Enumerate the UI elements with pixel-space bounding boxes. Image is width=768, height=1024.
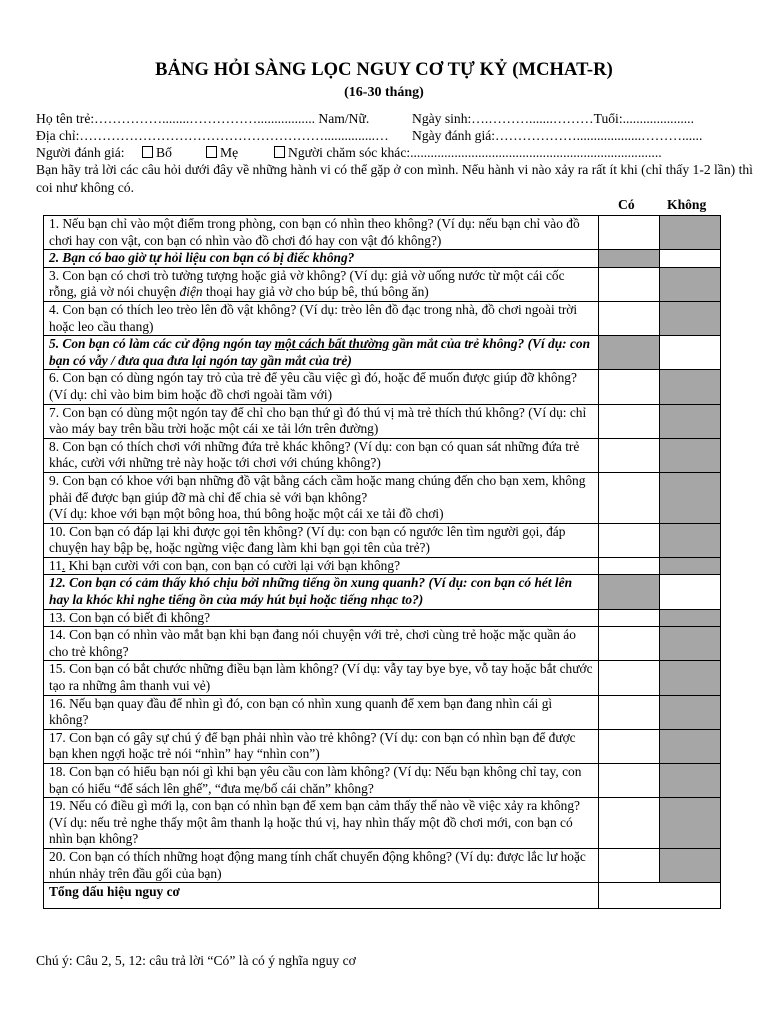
question-text — [44, 267, 599, 301]
question-text: 12. Con bạn có cảm thấy khó chịu bởi những tiếng ồn xung quanh? (Ví dụ: con bạn có hét lên hay la khóc khi nghe tiếng ồn của máy hút bụi hoặc tiếng nhạc to?) — [44, 575, 599, 609]
question-text — [44, 557, 599, 575]
question-row-15 — [44, 661, 721, 695]
answer-no-cell[interactable] — [660, 729, 721, 763]
question-row-18 — [44, 764, 721, 798]
answer-no-cell[interactable] — [660, 848, 721, 882]
column-no-header: Không — [667, 197, 707, 212]
question-text: 16. Nếu bạn quay đầu để nhìn gì đó, con bạn có nhìn xung quanh để xem bạn đang nhìn cái gì không? — [44, 695, 599, 729]
dob-field[interactable]: Ngày sinh:….……….......………Tuổi:..................... — [412, 111, 694, 126]
answer-no-cell[interactable] — [660, 267, 721, 301]
question-text-part: 3. Con bạn có chơi trò tưởng tượng hoặc giả vờ không? (Ví dụ: giả vờ uống nước từ một cái cốc rỗng, giả vờ nói chuyện — [49, 267, 565, 300]
question-text: 13. Con bạn có biết đi không? — [44, 609, 599, 627]
question-row-3 — [44, 267, 721, 301]
question-row-5 — [44, 336, 721, 370]
question-row-20 — [44, 848, 721, 882]
answer-no-cell[interactable] — [660, 557, 721, 575]
question-row-4 — [44, 301, 721, 335]
checkbox-caregiver-icon[interactable] — [274, 146, 285, 158]
answer-no-cell[interactable] — [660, 798, 721, 849]
question-row-17 — [44, 729, 721, 763]
answer-yes-cell[interactable] — [599, 609, 660, 627]
question-text: 6. Con bạn có dùng ngón tay trỏ của trẻ để yêu cầu việc gì đó, hoặc để muốn được giúp đỡ không? (Ví dụ: chỉ vào bim bim hoặc đồ chơi ngoài tầm với) — [44, 370, 599, 404]
answer-yes-cell[interactable] — [599, 216, 660, 250]
answer-no-cell[interactable] — [660, 661, 721, 695]
option-caregiver-label: Người chăm sóc khác:.......................................................................... — [288, 145, 662, 160]
question-text-part: (Ví dụ: khoe với bạn một bông hoa, thú bông hoặc một cái xe tải đồ chơi) — [49, 506, 444, 522]
eval-date-field[interactable]: Ngày đánh giá:………………...................………...... — [412, 128, 703, 143]
answer-yes-cell[interactable] — [599, 472, 660, 523]
answer-no-cell[interactable] — [660, 609, 721, 627]
answer-yes-cell[interactable] — [599, 301, 660, 335]
question-text-part: Khi bạn cười với con bạn, con bạn có cười lại với bạn không? — [65, 557, 401, 573]
answer-yes-cell[interactable] — [599, 848, 660, 882]
address-field[interactable]: Địa chỉ:………………………………………………...............… — [36, 128, 389, 143]
question-text-part: thoại hay giả vờ cho búp bê, thú bông ăn) — [202, 284, 429, 300]
question-text: 10. Con bạn có đáp lại khi được gọi tên không? (Ví dụ: con bạn có ngước lên tìm người gọi, đáp chuyện hay bập bẹ, hoặc ngừng việc đang làm khi bạn gọi tên của trẻ?) — [44, 523, 599, 557]
evaluator-label: Người đánh giá: — [36, 145, 125, 160]
answer-no-cell[interactable] — [660, 472, 721, 523]
question-row-8 — [44, 438, 721, 472]
question-text — [44, 336, 599, 370]
answer-no-cell[interactable] — [660, 250, 721, 268]
answer-no-cell[interactable] — [660, 301, 721, 335]
question-text-part: 5. Con bạn có làm các cử động ngón tay — [49, 336, 275, 352]
questions-table — [43, 215, 721, 909]
checkbox-mother-icon[interactable] — [206, 146, 217, 158]
answer-yes-cell[interactable] — [599, 729, 660, 763]
answer-no-cell[interactable] — [660, 523, 721, 557]
answer-yes-cell[interactable] — [599, 695, 660, 729]
instructions: Bạn hãy trả lời các câu hỏi dưới đây về những hành vi có thể gặp ở con mình. Nếu hành vi nào xảy ra rất ít khi (chỉ thấy 1-2 lần) thì coi như không có. — [36, 162, 753, 195]
question-row-9 — [44, 472, 721, 523]
question-row-7 — [44, 404, 721, 438]
question-text: 20. Con bạn có thích những hoạt động mang tính chất chuyển động không? (Ví dụ: được lắc lư hoặc nhún nhảy trên đầu gối của bạn) — [44, 848, 599, 882]
question-text: 7. Con bạn có dùng một ngón tay để chỉ cho bạn thứ gì đó thú vị mà trẻ thích thú không? (Ví dụ: chỉ vào máy bay trên bầu trời hoặc một cái xe tải lớn trên đường) — [44, 404, 599, 438]
question-text-underlined: . — [61, 557, 66, 573]
question-text-part: 9. Con bạn có khoe với bạn những đồ vật bằng cách cầm hoặc mang chúng đến cho bạn xem, không phải để được bạn giúp đỡ mà chỉ để chia sẻ với bạn không? — [49, 472, 586, 505]
total-label: Tổng dấu hiệu nguy cơ — [44, 883, 599, 909]
question-row-12 — [44, 575, 721, 609]
answer-no-cell[interactable] — [660, 404, 721, 438]
total-value-cell[interactable] — [599, 883, 721, 909]
answer-yes-cell[interactable] — [599, 557, 660, 575]
answer-yes-cell[interactable] — [599, 764, 660, 798]
option-caregiver[interactable] — [270, 144, 662, 161]
question-text: 14. Con bạn có nhìn vào mắt bạn khi bạn đang nói chuyện với trẻ, chơi cùng trẻ hoặc mặc quần áo cho trẻ không? — [44, 627, 599, 661]
answer-no-cell[interactable] — [660, 627, 721, 661]
answer-yes-cell[interactable] — [599, 267, 660, 301]
question-row-10 — [44, 523, 721, 557]
question-text-part: gần mắt của trẻ không? (Ví dụ: con bạn có vẫy / đưa qua đưa lại ngón tay gần mắt của trẻ) — [49, 336, 591, 368]
question-row-16 — [44, 695, 721, 729]
question-text: 8. Con bạn có thích chơi với những đứa trẻ khác không? (Ví dụ: con bạn có quan sát những đứa trẻ khác, cười với những trẻ này hoặc tới chơi với chúng không?) — [44, 438, 599, 472]
option-mother-label: Mẹ — [220, 145, 239, 160]
answer-yes-cell[interactable] — [599, 250, 660, 268]
question-text: 4. Con bạn có thích leo trèo lên đồ vật không? (Ví dụ: trèo lên đồ đạc trong nhà, đồ chơi ngoài trời hoặc leo cầu thang) — [44, 301, 599, 335]
answer-no-cell[interactable] — [660, 438, 721, 472]
answer-no-cell[interactable] — [660, 216, 721, 250]
question-text: 1. Nếu bạn chỉ vào một điểm trong phòng, con bạn có nhìn theo không? (Ví dụ: nếu bạn chỉ vào đồ chơi hay con vật, con bạn có nhìn vào đồ chơi đó hay con vật đó không?) — [44, 216, 599, 250]
answer-yes-cell[interactable] — [599, 438, 660, 472]
child-name-field[interactable]: Họ tên trẻ:……………........……………................. Nam/Nữ. — [36, 111, 370, 126]
form-subtitle: (16-30 tháng) — [344, 85, 424, 100]
answer-yes-cell[interactable] — [599, 575, 660, 609]
question-text — [44, 472, 599, 523]
question-text: 18. Con bạn có hiểu bạn nói gì khi bạn yêu cầu con làm không? (Ví dụ: Nếu bạn không chỉ tay, con bạn có hiểu “để sách lên ghế”, “đưa mẹ/bố cái chăn” không? — [44, 764, 599, 798]
option-mother[interactable] — [202, 144, 238, 161]
footnote: Chú ý: Câu 2, 5, 12: câu trả lời “Có” là có ý nghĩa nguy cơ — [36, 953, 356, 968]
answer-yes-cell[interactable] — [599, 523, 660, 557]
total-row — [44, 883, 721, 909]
answer-no-cell[interactable] — [660, 575, 721, 609]
form-title: BẢNG HỎI SÀNG LỌC NGUY CƠ TỰ KỶ (MCHAT-R) — [155, 60, 613, 80]
question-row-11 — [44, 557, 721, 575]
answer-no-cell[interactable] — [660, 695, 721, 729]
question-text-part: 11 — [49, 557, 62, 573]
answer-yes-cell[interactable] — [599, 370, 660, 404]
question-row-1 — [44, 216, 721, 250]
checkbox-father-icon[interactable] — [142, 146, 153, 158]
option-father[interactable] — [138, 144, 172, 161]
question-row-13 — [44, 609, 721, 627]
column-yes-header: Có — [618, 197, 635, 212]
question-text: 17. Con bạn có gây sự chú ý để bạn phải nhìn vào trẻ không? (Ví dụ: con bạn có nhìn bạn để được bạn khen ngợi hoặc trẻ nói “nhìn” hay “nhìn con”) — [44, 729, 599, 763]
question-text: 19. Nếu có điều gì mới lạ, con bạn có nhìn bạn để xem bạn cảm thấy thế nào về việc xảy ra không? (Ví dụ: nếu trẻ nghe thấy một âm thanh lạ hoặc thú vị, hay nhìn thấy một đồ chơi mới, con bạn có nhìn bạn không? — [44, 798, 599, 849]
question-text: 2. Bạn có bao giờ tự hỏi liệu con bạn có bị điếc không? — [44, 250, 599, 268]
question-row-2 — [44, 250, 721, 268]
answer-no-cell[interactable] — [660, 370, 721, 404]
answer-yes-cell[interactable] — [599, 798, 660, 849]
answer-no-cell[interactable] — [660, 336, 721, 370]
question-text-underlined: một cách bất thường — [274, 336, 390, 352]
answer-yes-cell[interactable] — [599, 404, 660, 438]
option-father-label: Bố — [156, 145, 172, 160]
answer-yes-cell[interactable] — [599, 336, 660, 370]
question-text-emphasis: điện — [179, 284, 203, 300]
answer-no-cell[interactable] — [660, 764, 721, 798]
question-row-19 — [44, 798, 721, 849]
question-text: 15. Con bạn có bắt chước những điều bạn làm không? (Ví dụ: vẫy tay bye bye, vỗ tay hoặc bắt chước tạo ra những âm thanh vui vẻ) — [44, 661, 599, 695]
answer-yes-cell[interactable] — [599, 627, 660, 661]
question-row-14 — [44, 627, 721, 661]
question-row-6 — [44, 370, 721, 404]
answer-yes-cell[interactable] — [599, 661, 660, 695]
